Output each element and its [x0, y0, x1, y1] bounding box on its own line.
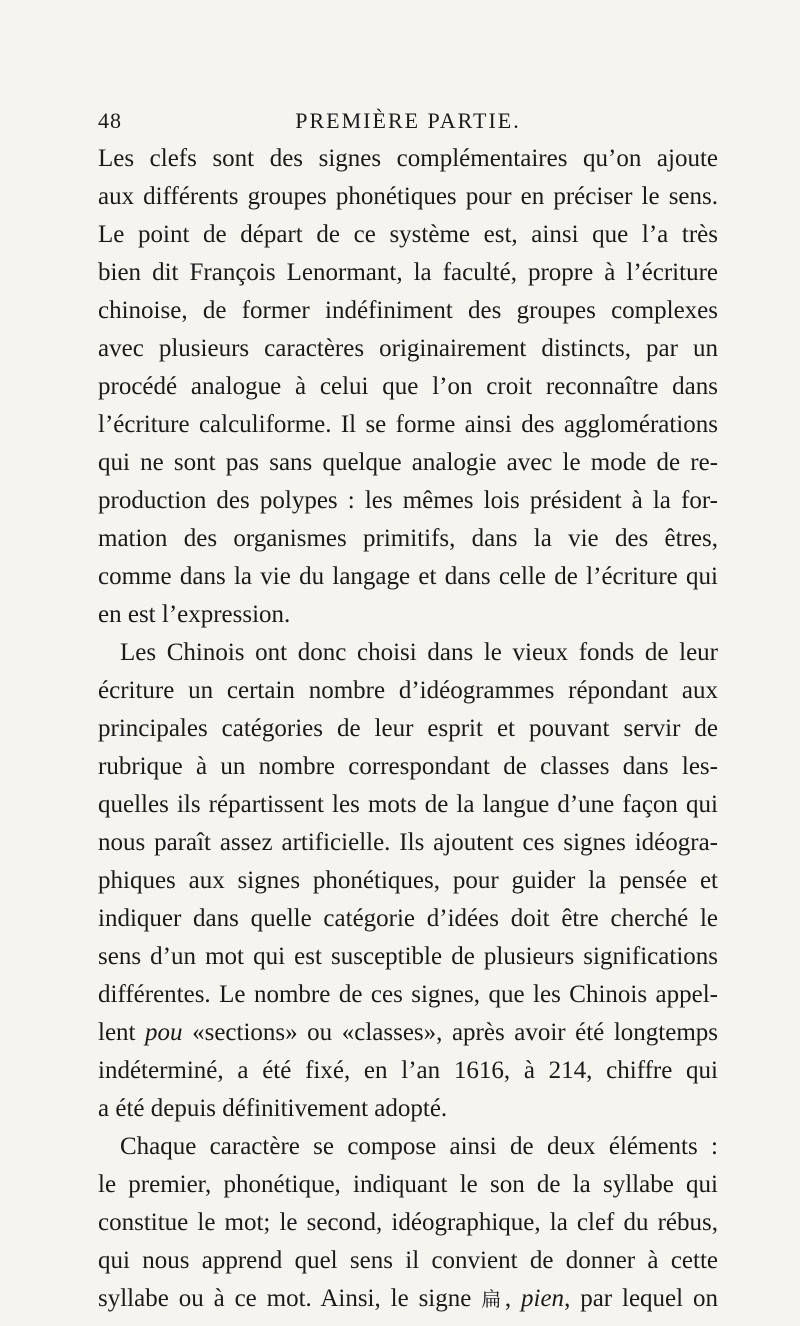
- text-line: écriture un certain nombre d’idéogrammes répondant aux: [98, 677, 718, 704]
- text-segment: ,: [504, 1285, 522, 1312]
- text-line: a été depuis définitivement adopté.: [98, 1095, 448, 1122]
- text-line: chinoise, de former indéfiniment des groupes complexes: [98, 297, 718, 324]
- text-segment: «sections» ou «classes», après avoir été longtemps: [182, 1019, 718, 1046]
- text-line: phiques aux signes phonétiques, pour guider la pensée et: [98, 867, 718, 894]
- text-line: aux différents groupes phonétiques pour en préciser le sens.: [98, 183, 718, 210]
- text-line: comme dans la vie du langage et dans celle de l’écriture qui: [98, 563, 718, 590]
- italic-term: pien: [521, 1285, 565, 1312]
- text-line: [98, 1280, 718, 1318]
- text-line: [98, 1014, 718, 1052]
- text-line: Le point de départ de ce système est, ainsi que l’a très: [98, 221, 718, 248]
- text-segment: lent: [98, 1019, 146, 1046]
- text-line: l’écriture calculiforme. Il se forme ainsi des agglomérations: [98, 411, 718, 438]
- text-line: indiquer dans quelle catégorie d’idées doit être cherché le: [98, 905, 718, 932]
- text-line: rubrique à un nombre correspondant de classes dans les-: [98, 753, 718, 780]
- text-line: avec plusieurs caractères originairement distincts, par un: [98, 335, 718, 362]
- text-line: Les Chinois ont donc choisi dans le vieux fonds de leur: [120, 639, 718, 666]
- text-line: en est l’expression.: [98, 601, 291, 628]
- text-segment: syllabe ou à ce mot. Ainsi, le signe: [98, 1285, 482, 1312]
- text-line: Chaque caractère se compose ainsi de deux éléments :: [120, 1133, 718, 1160]
- text-line: quelles ils répartissent les mots de la langue d’une façon qui: [98, 791, 718, 818]
- text-segment: , par lequel on: [564, 1285, 718, 1312]
- page-number: 48: [98, 108, 122, 133]
- page-header: [98, 108, 718, 138]
- text-line: production des polypes : les mêmes lois président à la for-: [98, 487, 718, 514]
- text-line: sens d’un mot qui est susceptible de plusieurs significations: [98, 943, 718, 970]
- text-line: mation des organismes primitifs, dans la vie des êtres,: [98, 525, 718, 552]
- body-text: [98, 140, 718, 1318]
- text-line: qui nous apprend quel sens il convient de donner à cette: [98, 1247, 718, 1274]
- text-line: principales catégories de leur esprit et pouvant servir de: [98, 715, 718, 742]
- text-line: Les clefs sont des signes complémentaires qu’on ajoute: [98, 145, 718, 172]
- text-line: nous paraît assez artificielle. Ils ajoutent ces signes idéogra-: [98, 829, 718, 856]
- italic-term: pou: [145, 1019, 183, 1046]
- text-line: le premier, phonétique, indiquant le son de la syllabe qui: [98, 1171, 718, 1198]
- running-title: PREMIÈRE PARTIE.: [295, 108, 521, 133]
- text-line: différentes. Le nombre de ces signes, que les Chinois appel-: [98, 981, 718, 1008]
- chinese-character: 扁: [481, 1287, 505, 1311]
- text-line: qui ne sont pas sans quelque analogie avec le mode de re-: [98, 449, 718, 476]
- text-line: procédé analogue à celui que l’on croit reconnaître dans: [98, 373, 718, 400]
- text-line: constitue le mot; le second, idéographique, la clef du rébus,: [98, 1209, 718, 1236]
- text-line: indéterminé, a été fixé, en l’an 1616, à 214, chiffre qui: [98, 1057, 718, 1084]
- text-line: bien dit François Lenormant, la faculté, propre à l’écriture: [98, 259, 718, 286]
